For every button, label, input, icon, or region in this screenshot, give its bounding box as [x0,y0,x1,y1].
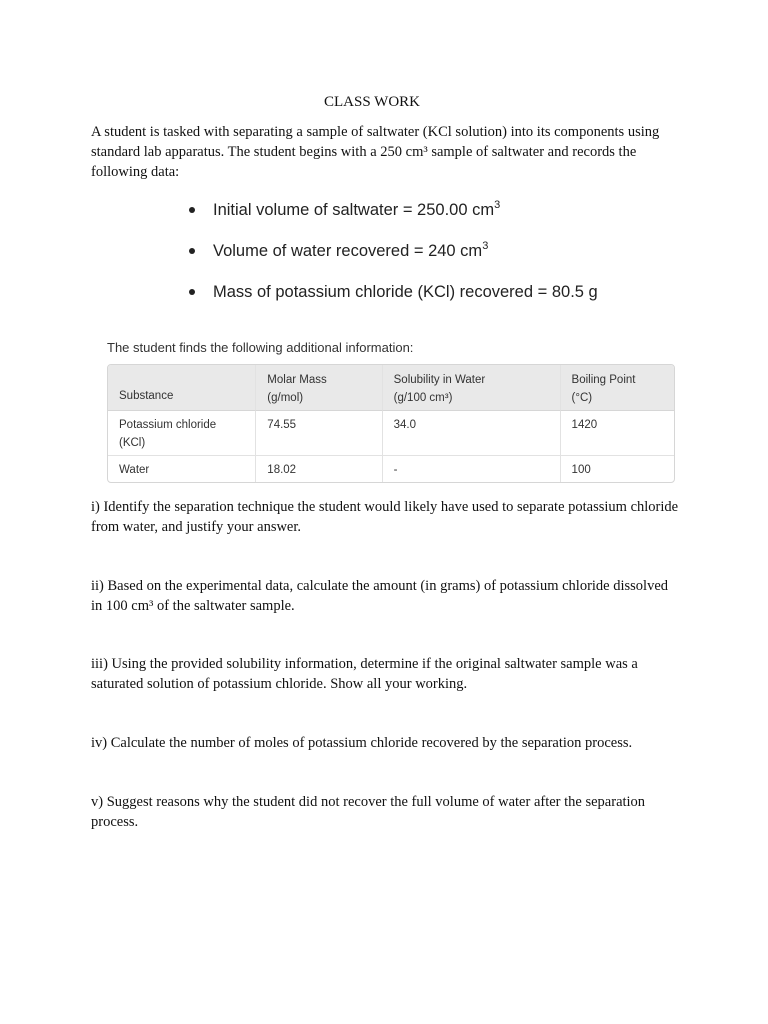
cell-molar-mass: 18.02 [255,456,381,482]
data-points-list [186,196,598,319]
bullet-icon [189,207,195,213]
data-point-text: Mass of potassium chloride (KCl) recovered = 80.5 g [213,283,598,301]
cell-solubility: - [382,456,560,482]
header-molar-mass [255,365,381,411]
question-2: ii) Based on the experimental data, calculate the amount (in grams) of potassium chloride dissolved in 100 cm³ of the saltwater sample. [91,578,669,614]
data-point-item [186,237,598,278]
bullet-icon [189,248,195,254]
header-line: Boiling Point [571,374,636,386]
header-boiling-point [560,365,674,411]
header-line: Molar Mass [267,374,327,386]
question-4: iv) Calculate the number of moles of potassium chloride recovered by the separation process. [91,735,633,751]
header-unit: (g/mol) [267,392,304,404]
question-5: v) Suggest reasons why the student did not recover the full volume of water after the separation process. [91,794,646,830]
cell-substance: Potassium chloride (KCl) [108,411,255,456]
table-row [108,456,674,482]
intro-paragraph: A student is tasked with separating a sample of saltwater (KCl solution) into its components using standard lab apparatus. The student begins with a 250 cm³ sample of saltwater and records the following data: [91,124,660,180]
cell-boiling-point: 100 [560,456,674,482]
question-1: i) Identify the separation technique the student would likely have used to separate potassium chloride from water, and justify your answer. [91,499,679,535]
superscript: 3 [494,199,501,211]
header-line: Solubility in Water [393,374,486,386]
cell-molar-mass: 74.55 [255,411,381,456]
bullet-icon [189,289,195,295]
header-substance [108,365,255,411]
cell-substance: Water [119,464,150,476]
cell-solubility: 34.0 [382,411,560,456]
header-unit: (g/100 cm³) [393,392,453,404]
header-line: Substance [119,390,174,402]
cell-boiling-point: 1420 [560,411,674,456]
table-intro: The student finds the following additional information: [107,340,414,355]
data-point-item [186,196,598,237]
superscript: 3 [482,240,489,252]
header-solubility [382,365,560,411]
header-unit: (°C) [571,392,593,404]
data-point-text: Initial volume of saltwater = 250.00 cm [213,201,495,219]
table-header-row [108,365,674,411]
data-point-text: Volume of water recovered = 240 cm [213,242,483,260]
data-point-item [186,278,598,319]
info-table [107,364,675,483]
page-title: CLASS WORK [324,94,420,110]
table-row [108,411,674,456]
question-3: iii) Using the provided solubility information, determine if the original saltwater sample was a saturated solution of potassium chloride. Show all your working. [91,656,638,692]
